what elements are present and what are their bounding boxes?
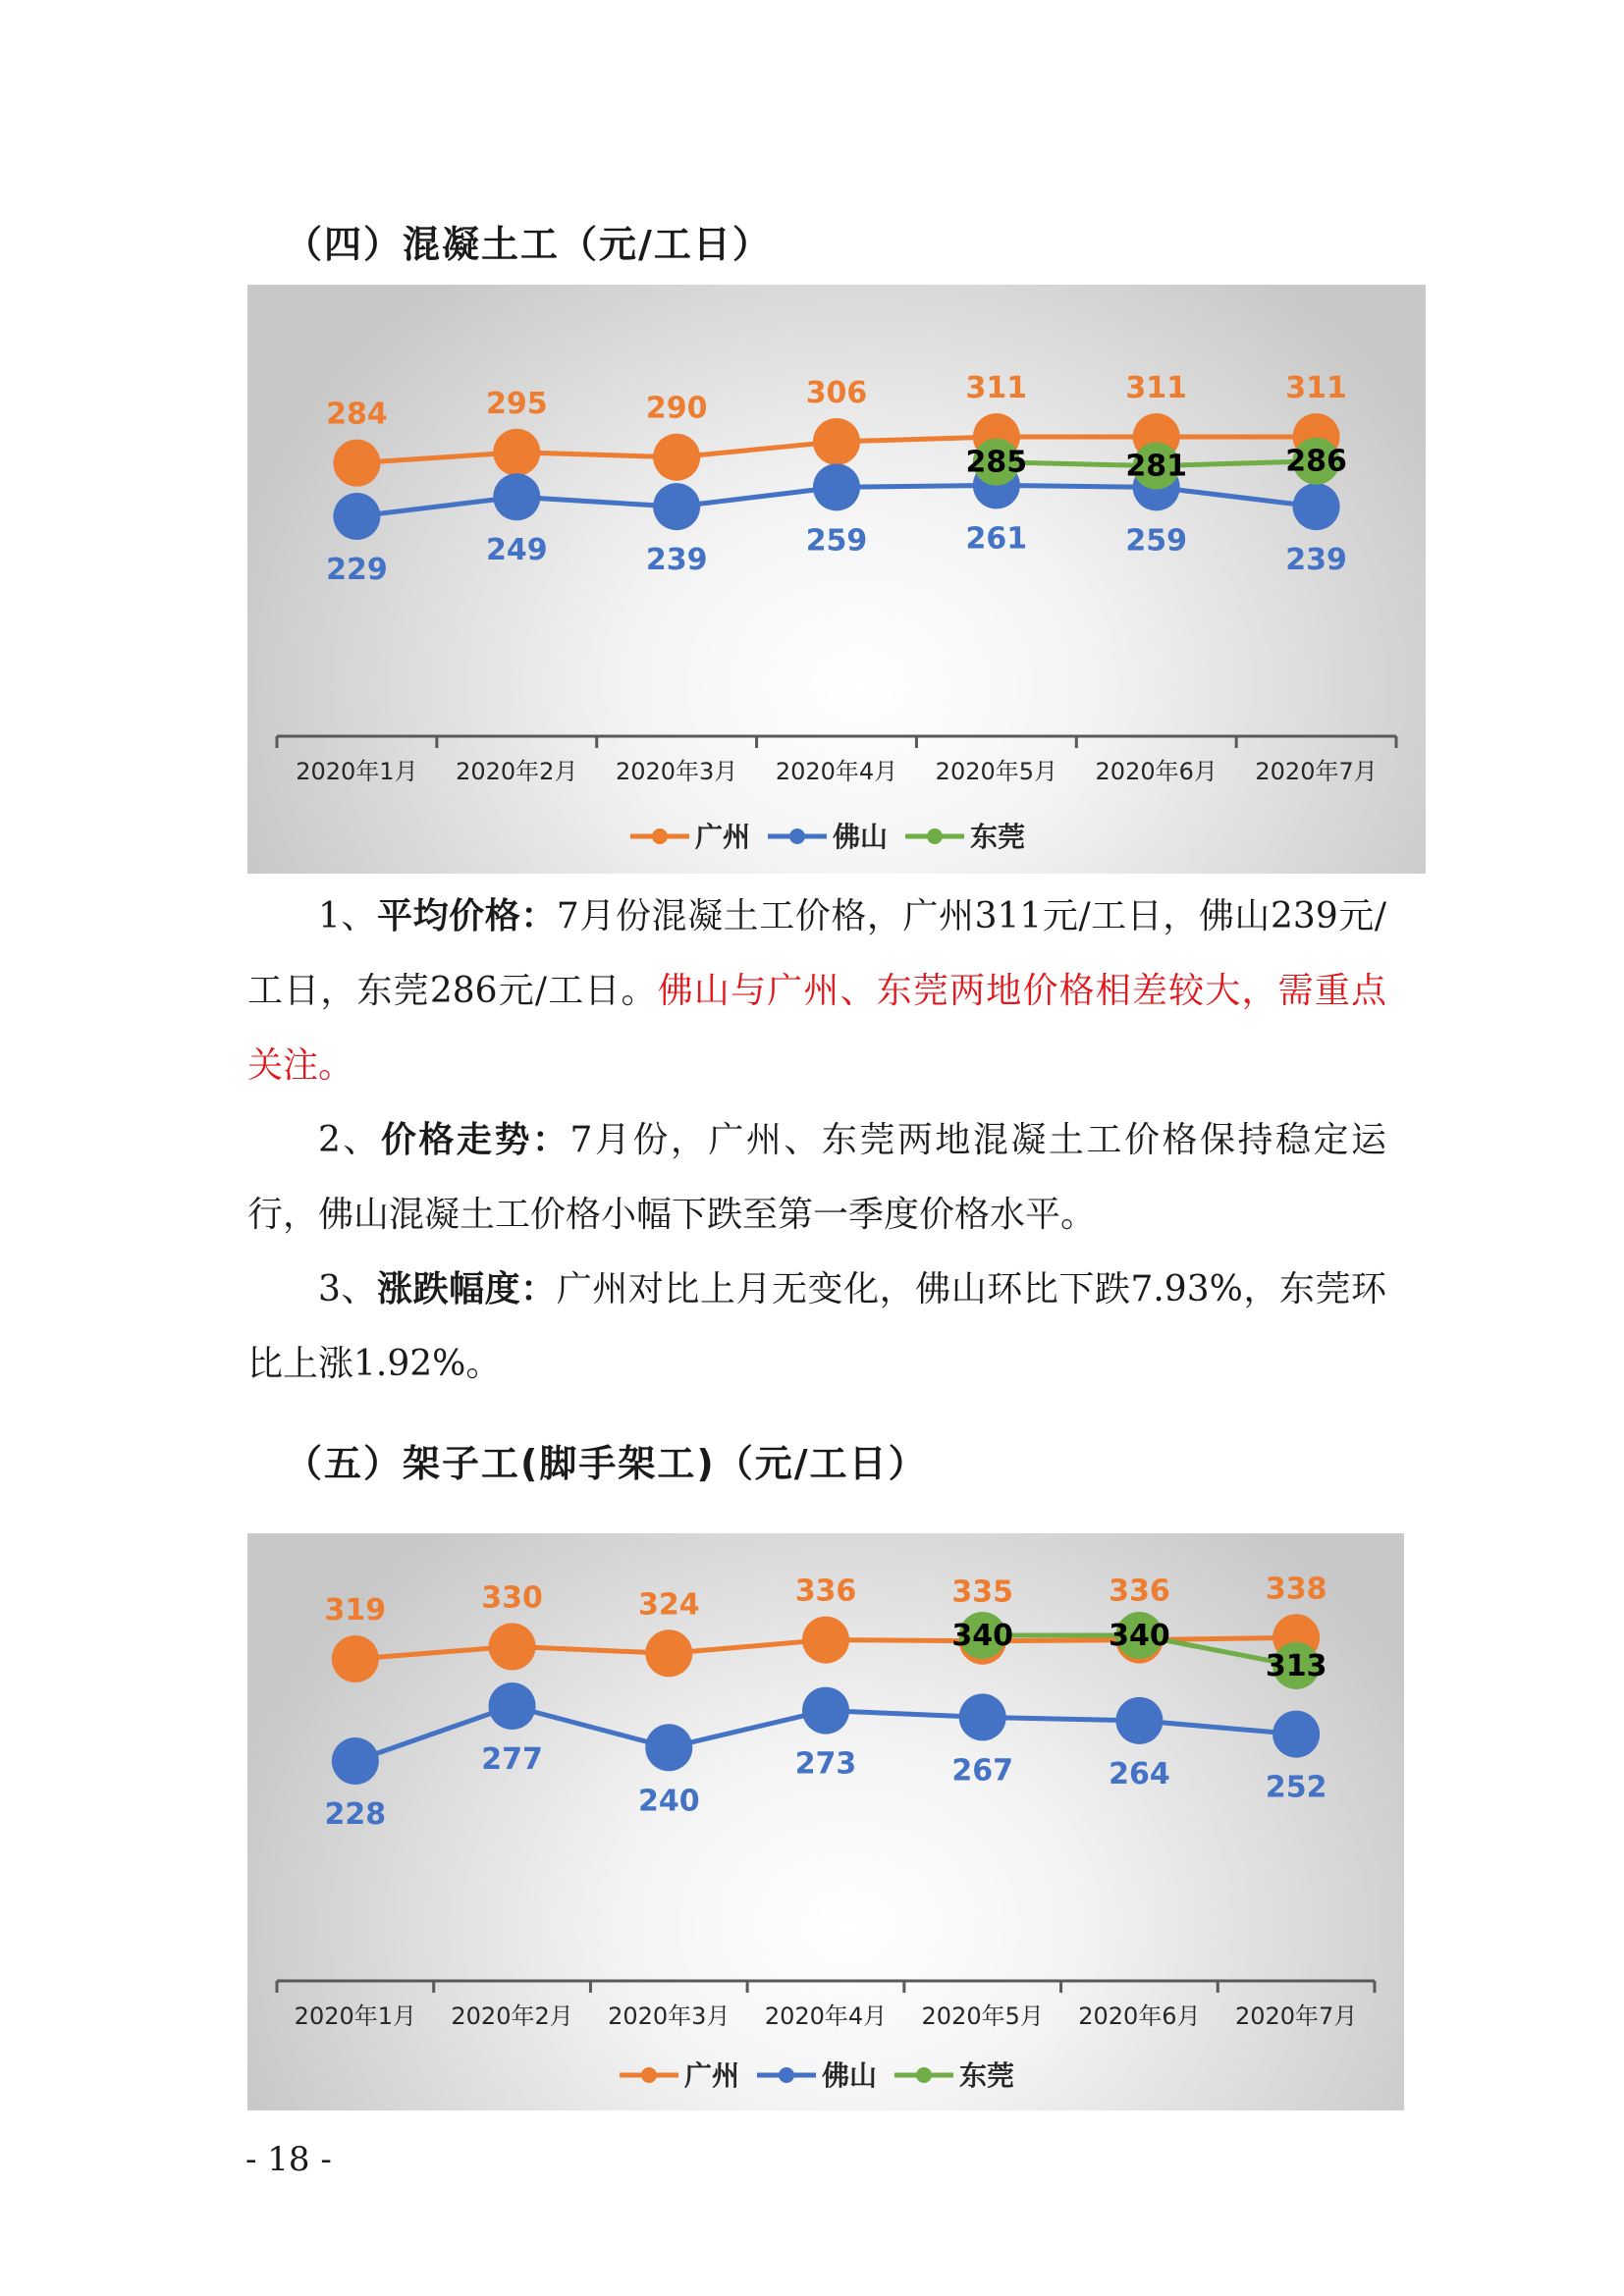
section5-heading: （五）架子工(脚手架工)（元/工日） (285, 1442, 928, 1485)
x-tick-label: 2020年2月 (456, 758, 578, 785)
page-number: - 18 - (245, 2140, 332, 2179)
legend-item (905, 821, 1025, 853)
data-label: 313 (1265, 1648, 1327, 1683)
paragraph-price-trend (247, 1103, 1386, 1253)
chart-svg (247, 1533, 1404, 2110)
data-point (332, 1737, 379, 1785)
x-tick-label: 2020年7月 (1255, 758, 1378, 785)
legend-marker (779, 2067, 794, 2083)
data-point (813, 418, 860, 465)
x-tick-label: 2020年6月 (1095, 758, 1218, 785)
data-point (813, 463, 860, 510)
legend-label: 广州 (684, 2059, 740, 2092)
data-label: 259 (1125, 523, 1188, 559)
concrete-worker-chart (247, 285, 1426, 874)
paragraph-text: 7月份，广州、东莞两地混凝土工价格保持稳定运行，佛山混凝土工价格小幅下跌至第一季度价格水平。 (247, 1120, 1386, 1235)
data-point (802, 1617, 849, 1664)
data-label: 336 (794, 1574, 857, 1609)
data-point (653, 483, 700, 530)
paragraph-number: 3、 (318, 1269, 377, 1309)
data-point (959, 1693, 1006, 1740)
data-label: 239 (1285, 543, 1347, 578)
data-label: 252 (1265, 1770, 1327, 1805)
paragraph-number: 1、 (318, 896, 378, 936)
x-tick-label: 2020年3月 (608, 2002, 731, 2030)
data-label: 240 (637, 1784, 700, 1819)
paragraph-average-price (247, 880, 1386, 1103)
data-label: 340 (1109, 1619, 1170, 1653)
paragraph-label: 价格走势： (380, 1120, 570, 1160)
data-label: 261 (965, 521, 1028, 557)
paragraph-number: 2、 (318, 1120, 381, 1160)
legend-marker (916, 2067, 932, 2083)
data-label: 290 (645, 391, 708, 426)
paragraph-change-range (247, 1253, 1386, 1402)
data-label: 335 (951, 1575, 1014, 1610)
paragraph-highlight: 佛山与广州、东莞两地价格相差较大，需重点关注。 (247, 971, 1386, 1086)
x-tick-label: 2020年7月 (1234, 2002, 1358, 2030)
data-label: 273 (794, 1746, 857, 1782)
paragraph-text: 广州对比上月无变化，佛山环比下跌7.93%，东莞环比上涨1.92%。 (247, 1269, 1386, 1384)
data-point (333, 440, 380, 487)
data-label: 306 (805, 375, 868, 410)
x-tick-label: 2020年1月 (294, 2002, 417, 2030)
legend-label: 佛山 (822, 2059, 878, 2092)
data-label: 285 (965, 445, 1028, 480)
data-label: 319 (324, 1593, 387, 1628)
legend-item (894, 2059, 1014, 2092)
paragraph-text: 7月份混凝土工价格，广州311元/工日，佛山239元/工日，东莞286元/工日。 (247, 896, 1386, 1011)
legend-label: 东莞 (959, 2059, 1015, 2092)
data-label: 340 (951, 1619, 1014, 1653)
data-label: 295 (485, 386, 548, 421)
data-label: 229 (326, 553, 388, 587)
legend-label: 东莞 (970, 821, 1026, 853)
data-point (1293, 483, 1340, 530)
data-label: 277 (481, 1742, 543, 1777)
legend-item (768, 821, 888, 853)
x-tick-label: 2020年1月 (296, 758, 418, 785)
data-label: 311 (965, 371, 1028, 405)
data-label: 286 (1285, 444, 1347, 479)
data-label: 324 (637, 1587, 700, 1623)
scaffolder-chart (247, 1533, 1404, 2110)
paragraph-label: 平均价格： (377, 896, 557, 936)
data-label: 267 (951, 1753, 1014, 1789)
data-point (653, 434, 700, 481)
legend-label: 佛山 (833, 821, 889, 853)
data-label: 264 (1109, 1756, 1170, 1791)
legend-item (620, 2059, 739, 2092)
legend-item (630, 821, 750, 853)
data-point (332, 1635, 379, 1682)
x-tick-label: 2020年2月 (451, 2002, 573, 2030)
x-tick-label: 2020年4月 (764, 2002, 888, 2030)
x-tick-label: 2020年4月 (775, 758, 898, 785)
data-point (493, 473, 540, 520)
x-tick-label: 2020年5月 (935, 758, 1058, 785)
data-label: 311 (1125, 371, 1188, 405)
data-point (1115, 1697, 1163, 1744)
section4-heading: （四）混凝土工（元/工日） (285, 223, 772, 266)
data-label: 336 (1109, 1574, 1170, 1609)
data-label: 311 (1285, 371, 1347, 405)
data-point (645, 1724, 692, 1771)
legend-label: 广州 (695, 821, 751, 853)
x-tick-label: 2020年6月 (1078, 2002, 1201, 2030)
chart-svg (247, 285, 1426, 874)
data-label: 284 (326, 397, 388, 432)
legend-item (757, 2059, 877, 2092)
data-label: 249 (485, 533, 548, 568)
data-point (333, 493, 380, 540)
data-label: 228 (324, 1797, 387, 1832)
data-point (802, 1687, 849, 1735)
data-point (645, 1629, 692, 1677)
x-tick-label: 2020年3月 (615, 758, 738, 785)
data-point (489, 1623, 536, 1670)
x-tick-label: 2020年5月 (921, 2002, 1044, 2030)
legend-marker (789, 828, 805, 844)
paragraph-label: 涨跌幅度： (377, 1269, 557, 1309)
data-label: 338 (1265, 1572, 1327, 1607)
legend-marker (927, 828, 943, 844)
legend-marker (641, 2067, 657, 2083)
legend-marker (652, 828, 668, 844)
data-point (1272, 1711, 1320, 1758)
data-point (489, 1682, 536, 1730)
data-label: 259 (805, 523, 868, 559)
data-point (493, 429, 540, 476)
data-label: 330 (481, 1580, 543, 1616)
data-label: 281 (1125, 449, 1188, 484)
data-label: 239 (645, 543, 708, 578)
